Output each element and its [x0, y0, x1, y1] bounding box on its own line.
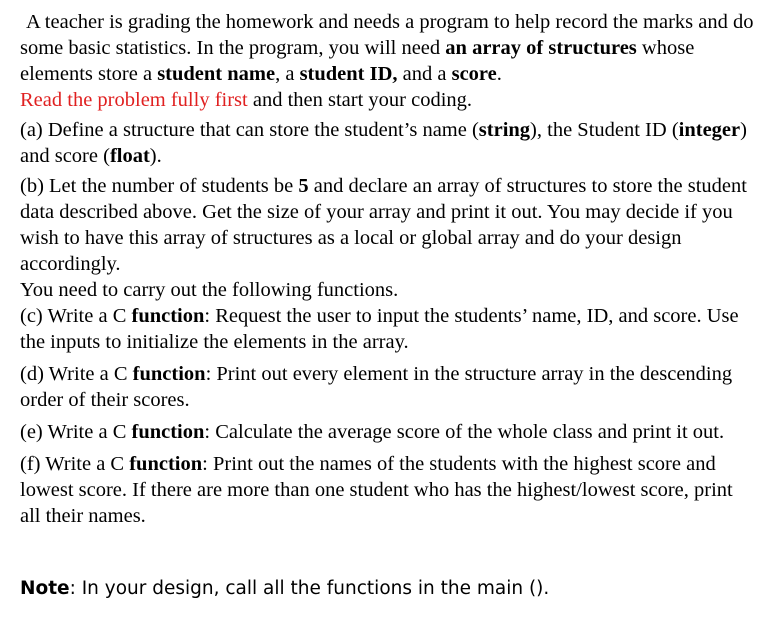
intro-text: .	[496, 63, 502, 85]
part-e	[20, 419, 755, 445]
intro-text: whose elements store a	[20, 37, 695, 85]
part-f-bold-function: function	[129, 453, 203, 475]
part-d-text: (d) Write a C	[20, 363, 133, 385]
part-a-text: ), the Student ID (	[530, 119, 679, 141]
part-b	[20, 173, 755, 277]
intro-text: and then start your coding.	[247, 89, 473, 111]
part-b-bold-count: 5	[298, 175, 309, 197]
intro-bold-student-name: student name	[157, 63, 276, 85]
part-b-text: (b) Let the number of students be	[20, 175, 299, 197]
intro-text: , a	[275, 63, 300, 85]
intro-bold-array-of-structures: an array of structures	[445, 37, 637, 59]
part-a-bold-float: float	[109, 145, 150, 167]
part-c-text: (c) Write a C	[20, 305, 132, 327]
note-label: Note	[20, 578, 70, 599]
part-c	[20, 303, 755, 355]
part-f	[20, 451, 755, 529]
part-c-bold-function: function	[131, 305, 205, 327]
part-e-bold-function: function	[131, 421, 205, 443]
part-d-text: : Print out every element in the structure array in the descending order of their scores.	[20, 363, 733, 411]
part-a-text: (a) Define a structure that can store the student’s name (	[20, 119, 479, 141]
note-line	[20, 577, 549, 601]
part-e-text: (e) Write a C	[20, 421, 132, 443]
part-f-text: : Print out the names of the students with the highest score and lowest score. If there are more than one student who has the highest/lowest score, print all their names.	[20, 453, 733, 527]
part-d-bold-function: function	[132, 363, 206, 385]
part-a-bold-integer: integer	[678, 119, 741, 141]
part-e-text: : Calculate the average score of the whole class and print it out.	[204, 421, 725, 443]
part-a-bold-string: string	[478, 119, 531, 141]
intro-text: and a	[397, 63, 452, 85]
part-c-text: : Request the user to input the students’ name, ID, and score. Use the inputs to initialize the elements in the array.	[20, 305, 739, 353]
carry-out-line: You need to carry out the following functions.	[20, 279, 399, 301]
note-text: : In your design, call all the functions in the main ().	[69, 578, 550, 599]
part-a	[20, 117, 755, 169]
problem-document	[20, 9, 755, 529]
intro-text: A teacher is grading the homework and needs a program to help record the marks and do some basic statistics. In the program, you will need	[20, 11, 754, 59]
part-f-text: (f) Write a C	[20, 453, 130, 475]
part-a-text: ) and score (	[20, 119, 747, 167]
read-first-warning: Read the problem fully first	[20, 89, 248, 111]
intro-bold-student-id: student ID,	[299, 63, 398, 85]
part-a-text: ).	[149, 145, 162, 167]
intro-paragraph	[20, 9, 755, 113]
intro-bold-score: score	[451, 63, 497, 85]
part-b-text: and declare an array of structures to store the student data described above. Get the size of your array and print it out. You may decide if you wish to have this array of structures as a local or global array and do your design accordingly.	[20, 175, 747, 275]
part-d	[20, 361, 755, 413]
